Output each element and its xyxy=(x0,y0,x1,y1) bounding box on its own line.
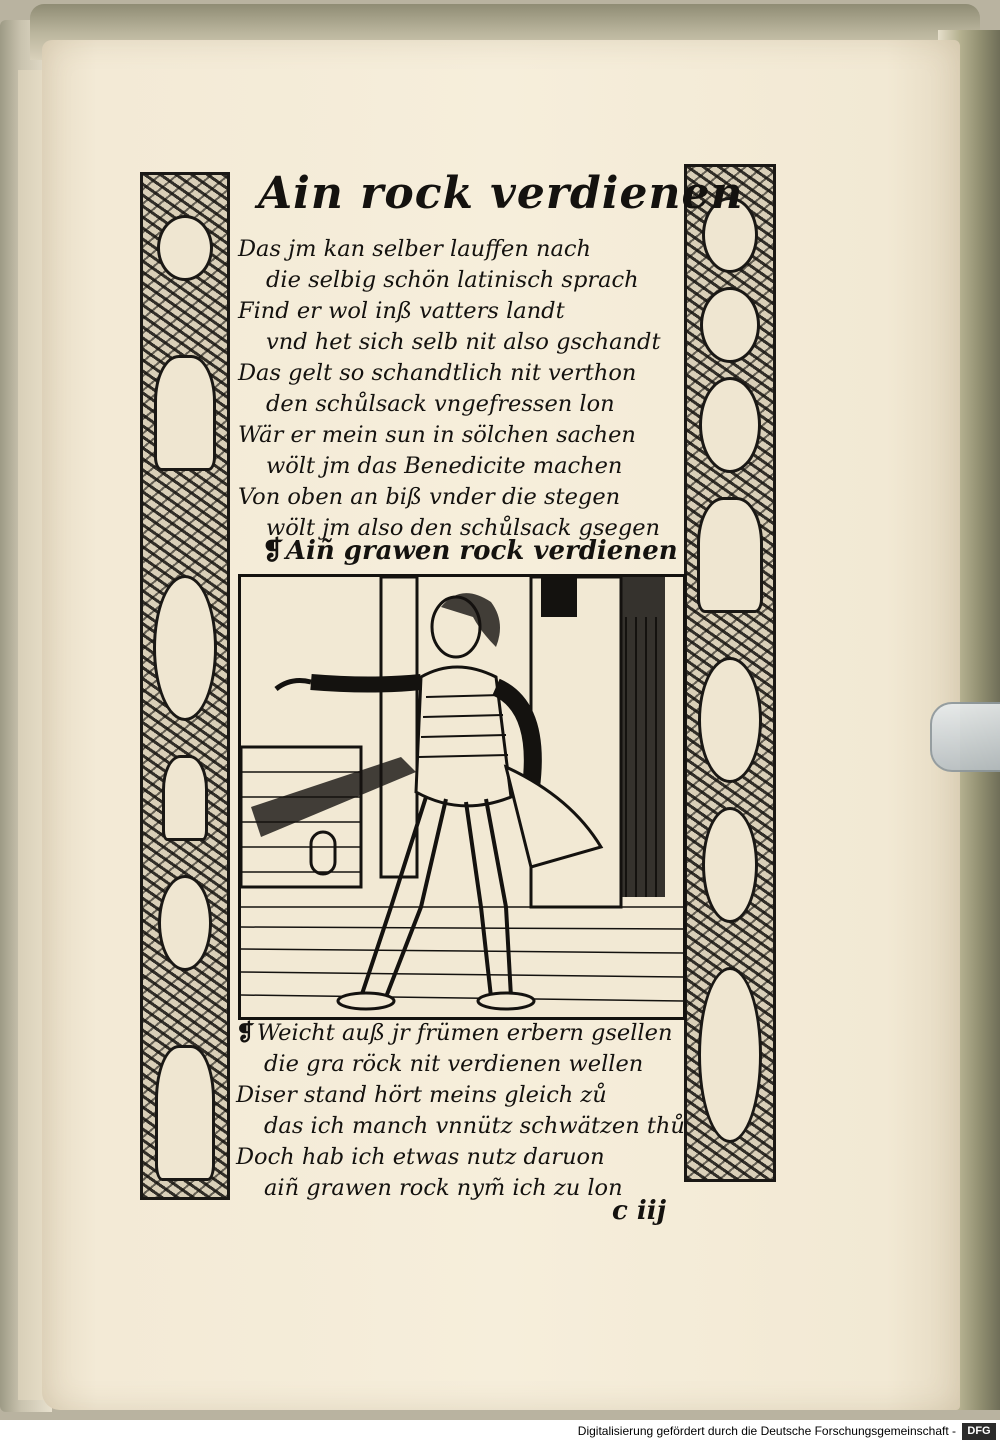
verse-line: Diser stand hört meins gleich zů xyxy=(236,1082,607,1108)
woodcut-illustration xyxy=(238,574,686,1020)
section-heading-text: Aiñ grawen rock verdienen xyxy=(285,536,678,566)
putto-figure-icon xyxy=(153,575,217,721)
footer-credit: Digitalisierung gefördert durch die Deutsche Forschungsgemeinschaft - xyxy=(577,1424,956,1438)
verse-line: Doch hab ich etwas nutz daruon xyxy=(236,1144,605,1170)
foliage-icon xyxy=(702,807,758,923)
footer-bar xyxy=(0,1420,1000,1444)
signature-mark: c iij xyxy=(612,1196,667,1226)
left-ornament-border xyxy=(140,172,230,1200)
ram-skull-icon xyxy=(158,875,212,971)
jester-figure-icon xyxy=(698,967,762,1143)
verse-line: aiñ grawen rock nym̃ ich zu lon xyxy=(264,1175,623,1201)
verse-line: Find er wol inß vatters landt xyxy=(238,298,565,324)
verse-line: die selbig schön latinisch sprach xyxy=(266,267,639,293)
pilcrow-mark: ❡ xyxy=(236,1020,255,1046)
verse-line: das ich manch vnnütz schwätzen thů xyxy=(264,1113,685,1139)
musician-figure-icon xyxy=(698,657,762,783)
bird-icon xyxy=(700,287,760,363)
baluster-icon xyxy=(155,1045,215,1181)
right-ornament-border xyxy=(684,164,776,1182)
flower-icon xyxy=(157,215,213,281)
pilcrow-mark: ❡ xyxy=(262,536,284,566)
section-heading xyxy=(262,536,678,566)
verse-line: vnd het sich selb nit also gschandt xyxy=(266,329,661,355)
verse-line: den schůlsack vngefressen lon xyxy=(266,391,615,417)
lily-icon xyxy=(154,355,216,471)
verse-line: wölt jm das Benedicite machen xyxy=(266,453,623,479)
verse-line: Das gelt so schandtlich nit verthon xyxy=(238,360,637,386)
bookmark-clip-icon xyxy=(930,702,1000,772)
verse-line-text: Weicht auß jr frümen erbern gsellen xyxy=(256,1020,673,1046)
verse-line: Wär er mein sun in sölchen sachen xyxy=(238,422,636,448)
vase-icon xyxy=(162,755,208,841)
verse-line xyxy=(236,1018,672,1049)
verse-line: wölt jm also den schůlsack gsegen xyxy=(266,515,661,541)
vase-icon xyxy=(697,497,763,613)
verse-line: Das jm kan selber lauffen nach xyxy=(238,236,591,262)
verse-line: die gra röck nit verdienen wellen xyxy=(264,1051,644,1077)
dfg-logo-icon: DFG xyxy=(962,1423,996,1440)
page-heading: Ain rock verdienen xyxy=(258,168,744,219)
verse-line: Von oben an biß vnder die stegen xyxy=(238,484,621,510)
woodcut-figure-illustration xyxy=(241,577,683,1017)
kneeling-figure-icon xyxy=(699,377,761,473)
